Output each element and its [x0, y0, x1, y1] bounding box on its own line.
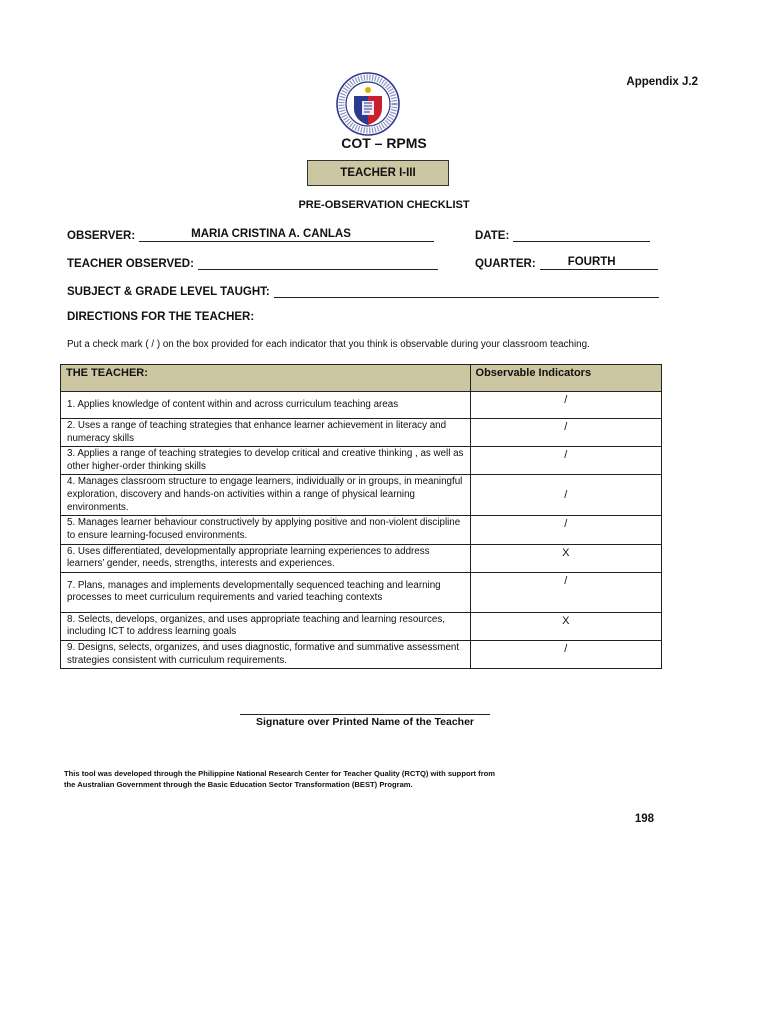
- indicator-checkbox[interactable]: /: [470, 475, 661, 516]
- indicator-text: 5. Manages learner behaviour constructively by applying positive and non-violent discipline to ensure learning-focused environments.: [61, 516, 471, 544]
- teacher-observed-label: TEACHER OBSERVED:: [67, 258, 194, 270]
- teacher-observed-line[interactable]: [198, 256, 438, 270]
- table-row: [61, 447, 662, 475]
- signature-label: Signature over Printed Name of the Teacher: [255, 716, 475, 728]
- indicator-checkbox[interactable]: /: [470, 640, 661, 668]
- quarter-line[interactable]: [540, 256, 658, 270]
- table-row: [61, 612, 662, 640]
- indicator-text: 4. Manages classroom structure to engage learners, individually or in groups, in meaningful exploration, discovery and hands-on activities within a range of physical learning environments.: [61, 475, 471, 516]
- table-row: [61, 419, 662, 447]
- quarter-label: QUARTER:: [475, 258, 536, 270]
- observer-field: [67, 226, 434, 242]
- subject-grade-line[interactable]: [274, 284, 659, 298]
- indicator-text: 9. Designs, selects, organizes, and uses diagnostic, formative and summative assessment strategies consistent with curriculum requirements.: [61, 640, 471, 668]
- footnote-text: This tool was developed through the Philippine National Research Center for Teacher Quality (RCTQ) with support from the Australian Government through the Basic Education Sector Transformation (BEST) Program.: [64, 769, 496, 789]
- checklist-subtitle: PRE-OBSERVATION CHECKLIST: [298, 199, 470, 211]
- table-row: [61, 475, 662, 516]
- table-row: [61, 640, 662, 668]
- teacher-observed-field: [67, 254, 438, 270]
- column-header-observable: Observable Indicators: [470, 365, 661, 392]
- appendix-label: Appendix J.2: [626, 76, 698, 88]
- indicators-table: [60, 364, 662, 669]
- indicator-checkbox[interactable]: X: [470, 544, 661, 572]
- page-number: 198: [634, 813, 654, 825]
- directions-heading: DIRECTIONS FOR THE TEACHER:: [67, 311, 255, 323]
- observer-line[interactable]: [139, 228, 434, 242]
- table-row: [61, 392, 662, 419]
- table-row: [61, 544, 662, 572]
- grade-level-label: TEACHER I-III: [340, 167, 416, 179]
- directions-text: Put a check mark ( / ) on the box provided for each indicator that you think is observable during your classroom teaching.: [67, 339, 590, 350]
- indicator-text: 8. Selects, develops, organizes, and uses appropriate teaching and learning resources, including ICT to address learning goals: [61, 612, 471, 640]
- indicator-text: 3. Applies a range of teaching strategies to develop critical and creative thinking , as well as other higher-order thinking skills: [61, 447, 471, 475]
- document-title: COT – RPMS: [341, 135, 427, 151]
- indicator-text: 1. Applies knowledge of content within and across curriculum teaching areas: [61, 392, 471, 419]
- indicator-checkbox[interactable]: /: [470, 516, 661, 544]
- signature-line[interactable]: [240, 714, 490, 715]
- subject-grade-label: SUBJECT & GRADE LEVEL TAUGHT:: [67, 286, 270, 298]
- deped-seal-logo: [336, 72, 400, 136]
- indicator-checkbox[interactable]: /: [470, 419, 661, 447]
- indicator-text: 7. Plans, manages and implements developmentally sequenced teaching and learning processes to meet curriculum requirements and varied teaching contexts: [61, 572, 471, 612]
- quarter-value: FOURTH: [567, 256, 616, 268]
- table-row: [61, 516, 662, 544]
- indicator-checkbox[interactable]: X: [470, 612, 661, 640]
- indicator-checkbox[interactable]: /: [470, 447, 661, 475]
- indicator-text: 2. Uses a range of teaching strategies that enhance learner achievement in literacy and numeracy skills: [61, 419, 471, 447]
- grade-level-box: [307, 160, 449, 186]
- indicator-checkbox[interactable]: /: [470, 572, 661, 612]
- column-header-teacher: THE TEACHER:: [61, 365, 471, 392]
- date-line[interactable]: [513, 228, 650, 242]
- table-row: [61, 572, 662, 612]
- observer-label: OBSERVER:: [67, 230, 136, 242]
- indicator-text: 6. Uses differentiated, developmentally appropriate learning experiences to address learners’ gender, needs, strengths, interests and experiences.: [61, 544, 471, 572]
- observer-value: MARIA CRISTINA A. CANLAS: [191, 228, 351, 240]
- table-header-row: [61, 365, 662, 392]
- date-field: [475, 226, 650, 242]
- quarter-field: [475, 254, 658, 270]
- date-label: DATE:: [475, 230, 510, 242]
- subject-grade-field: [67, 282, 659, 298]
- indicator-checkbox[interactable]: /: [470, 392, 661, 419]
